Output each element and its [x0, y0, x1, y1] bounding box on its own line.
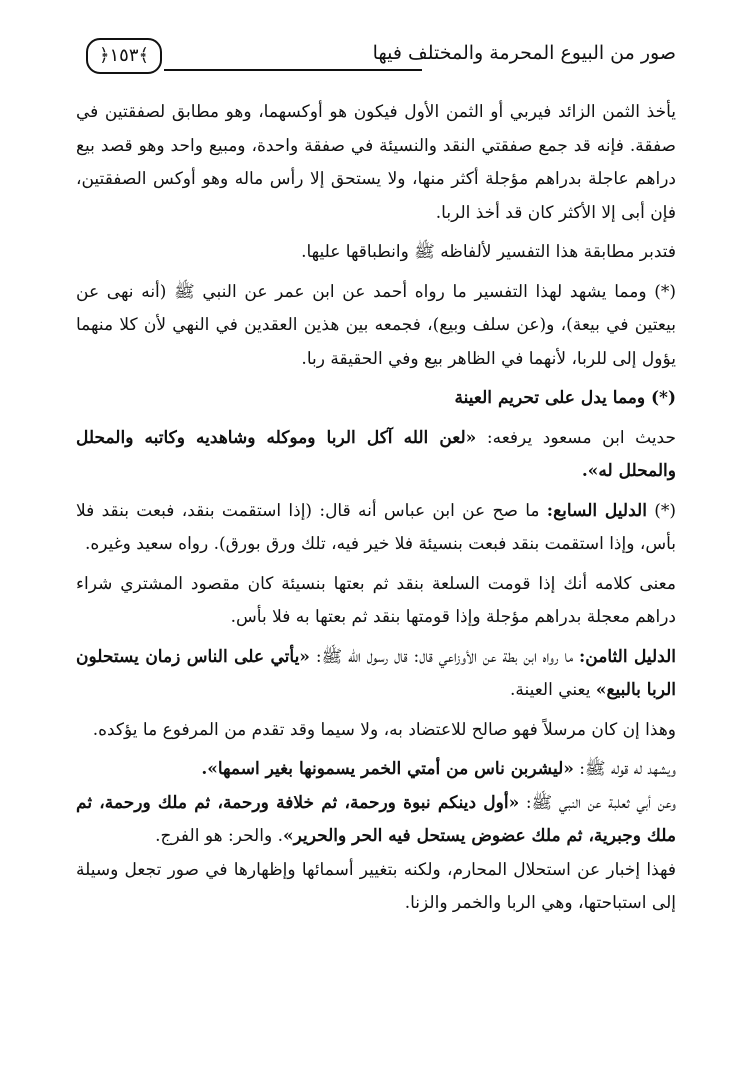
hadith-quote: «يأتي على الناس زمان يستحلون الربا بالبيع»: [76, 646, 676, 700]
paragraph-text: حديث ابن مسعود يرفعه:: [476, 427, 676, 448]
hadith-quote: «ليشربن ناس من أمتي الخمر يسمونها بغير اسمها».: [201, 759, 574, 779]
paragraph-marker: (*): [646, 500, 677, 521]
header-rule: [164, 69, 422, 71]
evidence-heading: الدليل الثامن:: [579, 646, 677, 667]
section-heading: (*) ومما يدل على تحريم العينة: [454, 388, 676, 408]
paragraph: فهذا إخبار عن استحلال المحارم، ولكنه بتغيير أسمائها وإظهارها في صور تجعل وسيلة إلى استباحتها، وهي الربا والخمر والزنا.: [76, 859, 676, 913]
page-header: [86, 36, 676, 80]
paragraph-text: وعن أبي ثعلبة عن النبي ﷺ:: [519, 792, 676, 813]
hadith-quote: «أول دينكم نبوة ورحمة، ثم خلافة ورحمة، ثم ملك ورحمة، ثم ملك وجبرية، ثم ملك عضوض يستحل فيه الحر والحرير»: [76, 792, 676, 846]
paragraph-text: ما صح عن ابن عباس أنه قال: (إذا استقمت بنقد، فبعت بنقد فلا بأس، وإذا استقمت بنقد فبعت بنسيئة فلا خير فيه، تلك ورق بورق). رواه سعيد وغيره.: [76, 500, 676, 554]
paragraph: وهذا إن كان مرسلاً فهو صالح للاعتضاد به، ولا سيما وقد تقدم من المرفوع ما يؤكده.: [92, 719, 676, 740]
paragraph: [76, 753, 676, 787]
hadith-quote: «لعن الله آكل الربا وموكله وشاهديه وكاتبه والمحلل والمحلل له».: [76, 427, 676, 481]
paragraph-text: ما رواه ابن بطة عن الأوزاعي قال: قال رسول الله ﷺ:: [309, 646, 580, 667]
paragraph: [76, 641, 676, 708]
paragraph: (*) ومما يشهد لهذا التفسير ما رواه أحمد عن ابن عمر عن النبي ﷺ (أنه نهى عن بيعتين في بيعة)، و(عن سلف وبيع)، فجمعه بين هذين العقدين في النهي لأن كلا منهما يؤول إلى للربا، لأنهما في الظاهر بيع وفي الحقيقة ربا.: [76, 281, 676, 369]
paragraph: يأخذ الثمن الزائد فيربي أو الثمن الأول فيكون هو أوكسهما، وهو مطابق لصفقتين في صفقة. فإنه قد جمع صفقتي النقد والنسيئة في صفقة واحدة، ومبيع واحد وهو قصد بيع دراهم عاجلة بدراهم مؤجلة أكثر منها، ولا يستحق إلا رأس ماله وهو أوكس الصفقتين، فإن أبى إلا الأكثر كان قد أخذ الربا.: [76, 102, 676, 223]
body-text: [76, 96, 676, 921]
running-title: صور من البيوع المحرمة والمختلف فيها: [372, 42, 676, 64]
paragraph-text: . والحر: هو الفرج.: [155, 826, 283, 846]
paragraph: [76, 787, 676, 854]
paragraph: معنى كلامه أنك إذا قومت السلعة بنقد ثم بعتها بنسيئة كان مقصود المشتري شراء دراهم معجلة بدراهم مؤجلة وإذا قومتها بنقد ثم بعتها به فلا بأس.: [76, 573, 676, 627]
paragraph-text: يعني العينة.: [509, 680, 596, 700]
page-number: ﴿١٥٣﴾: [86, 38, 162, 74]
paragraph: [76, 422, 676, 489]
evidence-heading: الدليل السابع:: [546, 500, 647, 521]
paragraph: [76, 495, 676, 562]
paragraph: فتدبر مطابقة هذا التفسير لألفاظه ﷺ وانطباقها عليها.: [301, 242, 676, 262]
paragraph-text: ويشهد له قوله ﷺ:: [573, 759, 676, 779]
